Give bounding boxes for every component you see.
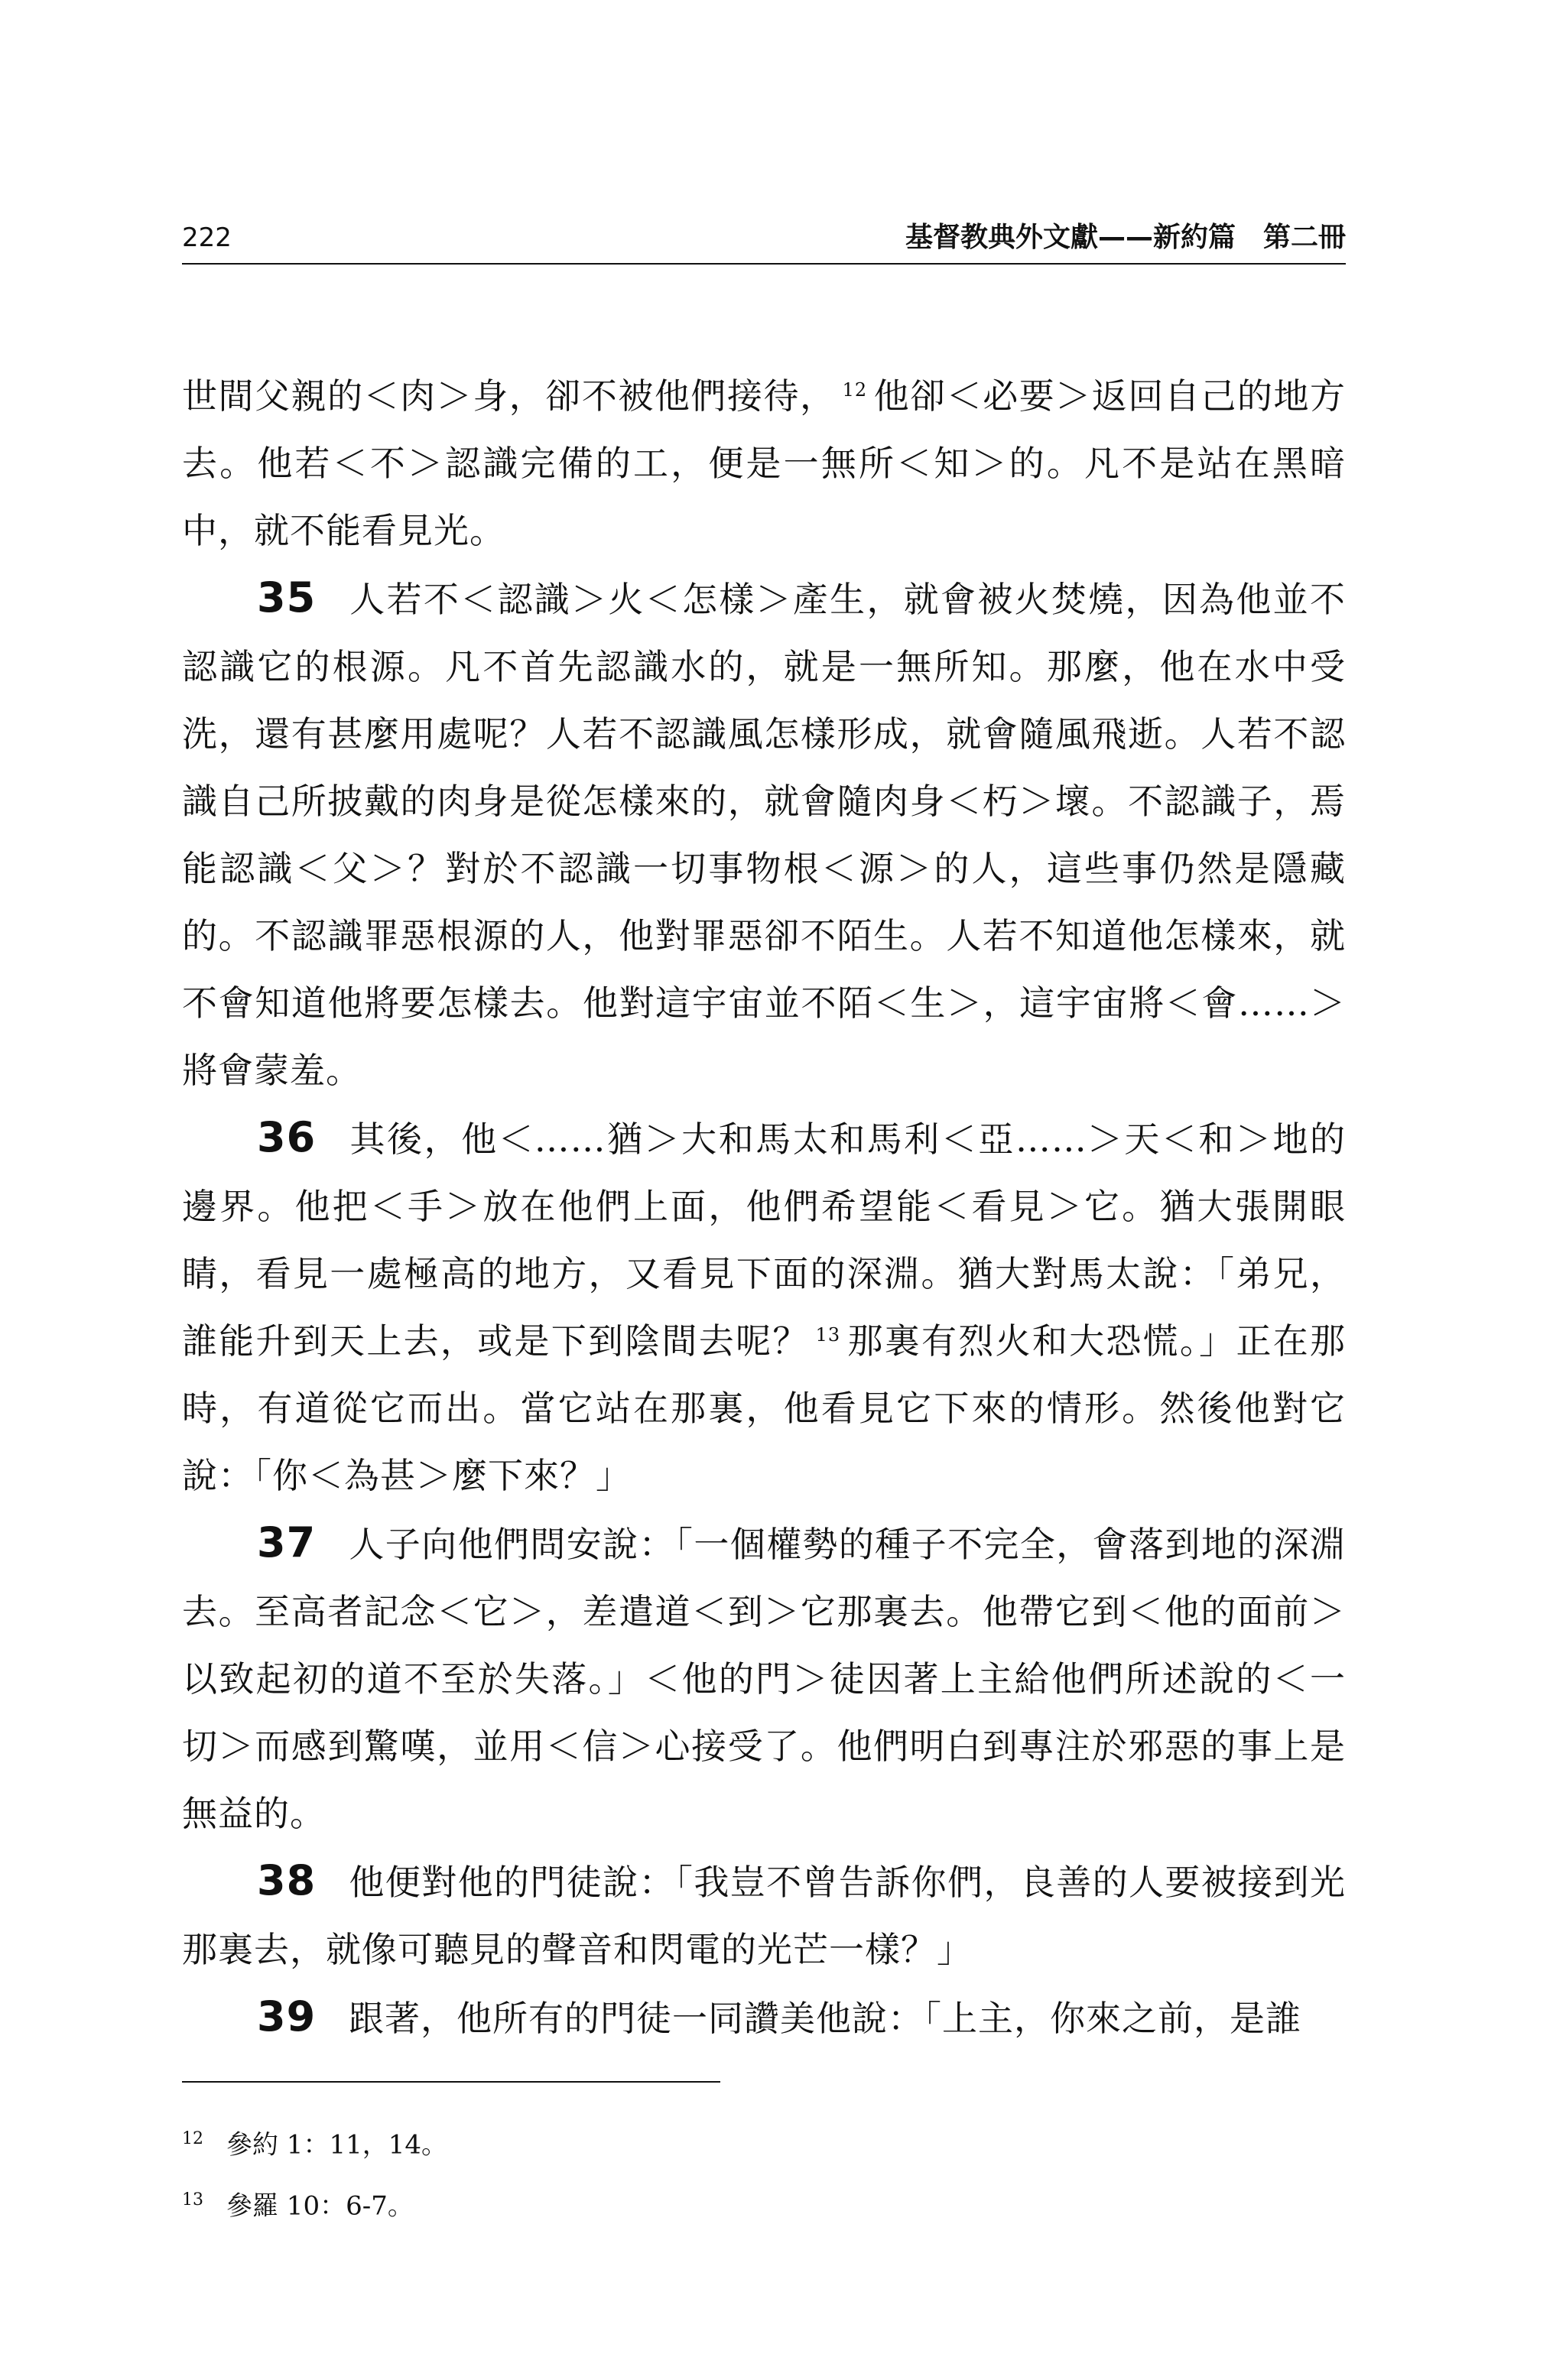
- paragraph-37: [182, 1509, 1346, 1847]
- paragraph-continuation: [182, 362, 1346, 564]
- running-header: [182, 217, 1346, 265]
- verse-number: 38: [257, 1856, 317, 1904]
- paragraph-text: 人子向他們問安說：「一個權勢的種子不完全，會落到地的深淵去。至高者記念＜它＞，差遣道＜到＞它那裏去。他帶它到＜他的面前＞以致起初的道不至於失落。」＜他的門＞徒因著上主給他們所述說的＜一切＞而感到驚嘆，並用＜信＞心接受了。他們明白到專注於邪惡的事上是無益的。: [182, 1524, 1346, 1834]
- paragraph-36: [182, 1104, 1346, 1509]
- footnote-reference: 12: [842, 378, 868, 401]
- paragraph-text: 其後，他＜……猶＞大和馬太和馬利＜亞……＞天＜和＞地的邊界。他把＜手＞放在他們上面，他們希望能＜看見＞它。猶大張開眼睛，看見一處極高的地方，又看見下面的深淵。猶大對馬太說：「弟兄，誰能升到天上去，或是下到陰間去呢？: [182, 1119, 1346, 1362]
- paragraph-text: 跟著，他所有的門徒一同讚美他說：「上主，你來之前，是誰: [349, 1998, 1301, 2039]
- footnote-text: 參約 1：11，14。: [226, 2129, 447, 2161]
- verse-number: 39: [257, 1992, 317, 2041]
- body-text: [182, 362, 1346, 2052]
- footnote-divider: [182, 2081, 720, 2083]
- paragraph-text: 世間父親的＜肉＞身，卻不被他們接待，: [182, 375, 837, 417]
- paragraph-text: 他便對他的門徒說：「我豈不曾告訴你們，良善的人要被接到光那裏去，就像可聽見的聲音和閃電的光芒一樣？」: [182, 1862, 1346, 1970]
- footnote-mark: 13: [182, 2190, 203, 2210]
- footnote-12: [182, 2119, 447, 2164]
- verse-number: 35: [257, 573, 317, 622]
- paragraph-text: 那裏有烈火和大恐慌。」正在那時，有道從它而出。當它站在那裏，他看見它下來的情形。然後他對它說：「你＜為甚＞麼下來？」: [182, 1320, 1347, 1496]
- verse-number: 37: [257, 1518, 317, 1567]
- running-title: 基督教典外文獻——新約篇 第二冊: [905, 222, 1346, 253]
- page-number: 222: [182, 222, 232, 253]
- paragraph-text: 他卻＜必要＞返回自己的地方去。他若＜不＞認識完備的工，便是一無所＜知＞的。凡不是站在黑暗中，就不能看見光。: [182, 375, 1347, 551]
- paragraph-39: [182, 1983, 1346, 2052]
- paragraph-38: [182, 1847, 1346, 1983]
- footnote-text: 參羅 10：6-7。: [226, 2190, 414, 2222]
- footnote-mark: 12: [182, 2129, 203, 2148]
- paragraph-text: 人若不＜認識＞火＜怎樣＞產生，就會被火焚燒，因為他並不認識它的根源。凡不首先認識水的，就是一無所知。那麼，他在水中受洗，還有甚麼用處呢？人若不認識風怎樣形成，就會隨風飛逝。人若不認識自己所披戴的肉身是從怎樣來的，就會隨肉身＜朽＞壞。不認識子，焉能認識＜父＞？對於不認識一切事物根＜源＞的人，這些事仍然是隱藏的。不認識罪惡根源的人，他對罪惡卻不陌生。人若不知道他怎樣來，就不會知道他將要怎樣去。他對這宇宙並不陌＜生＞，這宇宙將＜會……＞將會蒙羞。: [182, 579, 1346, 1091]
- footnote-13: [182, 2180, 414, 2226]
- paragraph-35: [182, 564, 1346, 1104]
- verse-number: 36: [257, 1113, 317, 1161]
- footnote-reference: 13: [815, 1323, 841, 1346]
